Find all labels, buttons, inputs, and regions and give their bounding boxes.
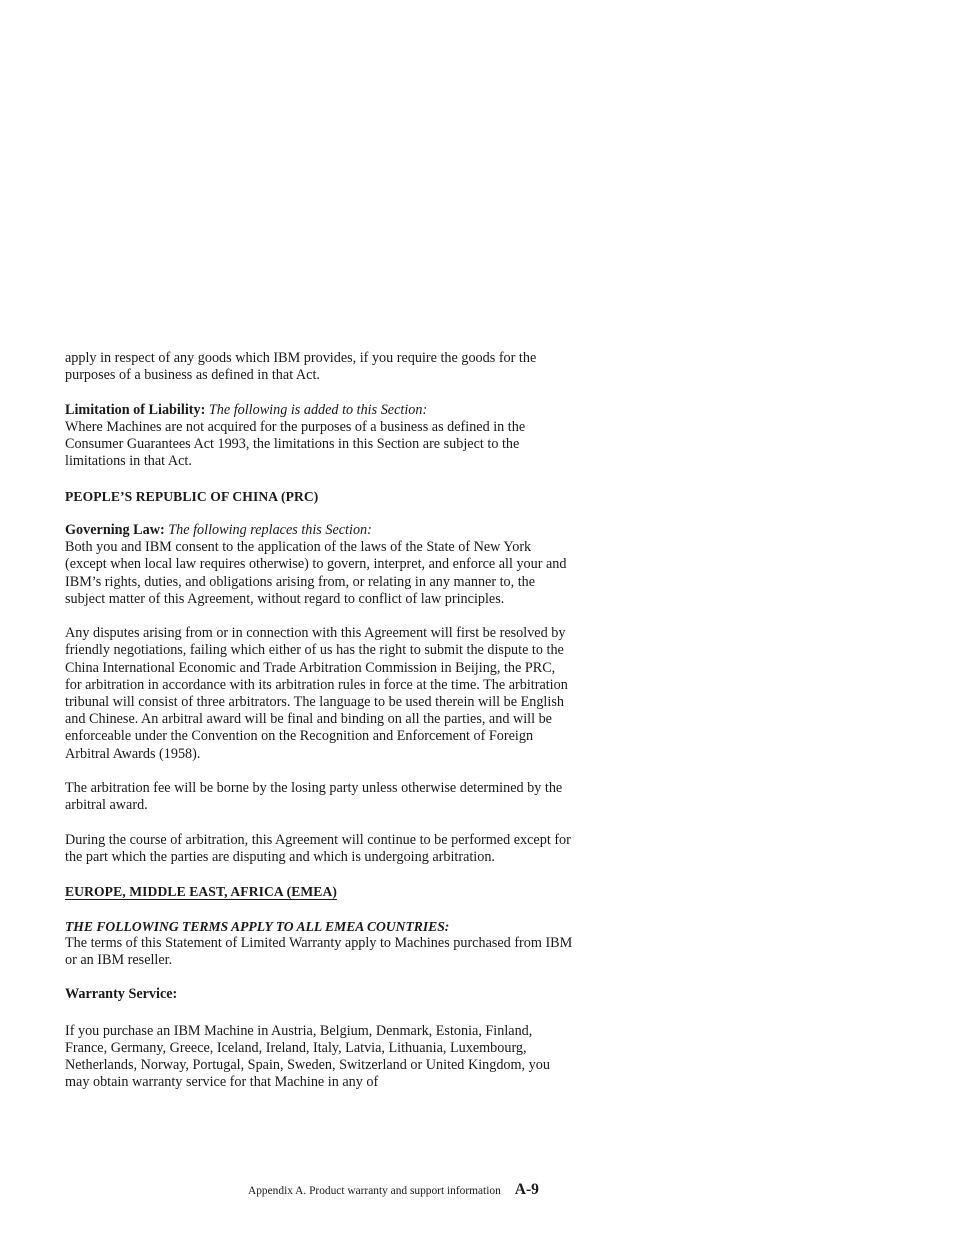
limitation-heading-line <box>65 402 575 419</box>
fee-paragraph: The arbitration fee will be borne by the losing party unless otherwise determined by the arbitral award. <box>65 780 563 814</box>
limitation-label: Limitation of Liability: <box>65 401 206 418</box>
footer-section-title: Appendix A. Product warranty and support information <box>248 1185 501 1197</box>
prc-heading: PEOPLE’S REPUBLIC OF CHINA (PRC) <box>65 488 319 504</box>
course-paragraph: During the course of arbitration, this Agreement will continue to be performed except for the part which the parties are disputing and which is undergoing arbitration. <box>65 831 571 865</box>
emea-all-paragraph: The terms of this Statement of Limited Warranty apply to Machines purchased from IBM or an IBM reseller. <box>65 934 573 968</box>
warranty-service-label: Warranty Service: <box>65 986 178 1003</box>
purchase-paragraph: If you purchase an IBM Machine in Austria, Belgium, Denmark, Estonia, Finland, France, Germany, Greece, Iceland, Ireland, Italy, Latvia, Lithuania, Luxembourg, Netherlands, Norway, Portugal, Spain, Sweden, Switzerland or United Kingdom, you may obtain warranty service for that Machine in any of <box>65 1022 550 1091</box>
emea-heading: EUROPE, MIDDLE EAST, AFRICA (EMEA) <box>65 884 338 900</box>
governing-note: The following replaces this Section: <box>168 521 372 538</box>
emea-all-heading: THE FOLLOWING TERMS APPLY TO ALL EMEA COUNTRIES: <box>65 918 450 934</box>
page-body <box>65 350 575 1109</box>
page-number: A-9 <box>514 1181 539 1198</box>
governing-heading-line <box>65 522 575 539</box>
limitation-paragraph: Where Machines are not acquired for the purposes of a business as defined in the Consumer Guarantees Act 1993, the limitations in this Section are subject to the limitations in that Act. <box>65 418 526 470</box>
governing-label: Governing Law: <box>65 521 165 538</box>
governing-paragraph: Both you and IBM consent to the application of the laws of the State of New York (except when local law requires otherwise) to govern, interpret, and enforce all your and IBM’s rights, duties, and obligations arising from, or relating in any manner to, the subject matter of this Agreement, without regard to conflict of law principles. <box>65 539 567 607</box>
emea-all-section <box>65 918 575 970</box>
disputes-paragraph: Any disputes arising from or in connection with this Agreement will first be resolved by friendly negotiations, failing which either of us has the right to submit the dispute to the China International Economic and Trade Arbitration Commission in Beijing, the PRC, for arbitration in accordance with its arbitration rules in force at the time. The arbitration tribunal will consist of three arbitrators. The language to be used therein will be English and Chinese. An arbitral award will be final and binding on all the parties, and will be enforceable under the Convention on the Recognition and Enforcement of Foreign Arbitral Awards (1958). <box>65 625 568 762</box>
limitation-note: The following is added to this Section: <box>208 401 428 418</box>
page-footer <box>248 1181 576 1200</box>
intro-paragraph: apply in respect of any goods which IBM provides, if you require the goods for the purposes of a business as defined in that Act. <box>65 350 537 384</box>
